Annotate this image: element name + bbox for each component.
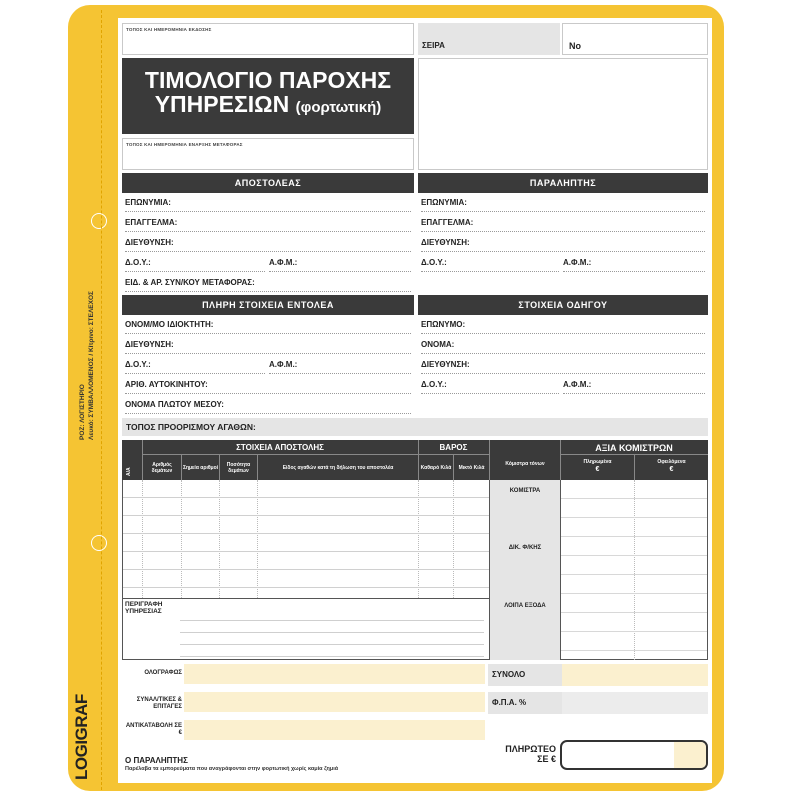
- receiver-header: ΠΑΡΑΛΗΠΤΗΣ: [418, 173, 708, 193]
- col-freight-header: Κόμιστρα τόνων: [505, 461, 545, 467]
- owner-afm-label: Α.Φ.Μ.:: [269, 360, 298, 369]
- series-label: ΣΕΙΡΑ: [422, 41, 445, 50]
- driver-doy-field[interactable]: [421, 380, 559, 394]
- shipment-header: ΣΤΟΙΧΕΙΑ ΑΠΟΣΤΟΛΗΣ: [142, 441, 418, 455]
- title-line-1: ΤΙΜΟΛΟΓΙΟ ΠΑΡΟΧΗΣ: [144, 67, 392, 93]
- sender-address-field[interactable]: [125, 238, 411, 252]
- side-copy-line2: Λευκό: ΣΥΜΒΑΛΛΟΜΕΝΟΣ / Κίτρινο: ΣΤΕΛΕΧΟΣ: [88, 291, 95, 440]
- sender-afm-label: Α.Φ.Μ.:: [269, 258, 298, 267]
- payable-currency: ΣΕ €: [537, 754, 556, 764]
- cod-label: ΑΝΤΙΚΑΤΑΒΟΛΗ ΣΕ €: [125, 723, 182, 736]
- destination-label: ΤΟΠΟΣ ΠΡΟΟΡΙΣΜΟΥ ΑΓΑΘΩΝ:: [126, 422, 256, 432]
- sender-name-field[interactable]: [125, 198, 411, 212]
- order-header: ΠΛΗΡΗ ΣΤΟΙΧΕΙΑ ΕΝΤΟΛΕΑ: [122, 295, 414, 315]
- value-rows-area[interactable]: [561, 480, 707, 660]
- receiver-address-field[interactable]: [421, 238, 705, 252]
- stamp-area: [418, 58, 708, 170]
- receiver-afm-label: Α.Φ.Μ.:: [563, 258, 592, 267]
- sum-value: [562, 664, 708, 686]
- owner-doy-label: Δ.Ο.Υ.:: [125, 360, 151, 369]
- payable-amount-field[interactable]: [560, 740, 708, 770]
- sum-label: ΣΥΝΟΛΟ: [492, 670, 526, 679]
- receiver-name-label: ΕΠΩΝΥΜΙΑ:: [421, 198, 467, 207]
- sender-name-label: ΕΠΩΝΥΜΙΑ:: [125, 198, 171, 207]
- amount-words-field[interactable]: [184, 664, 485, 684]
- vehicle-number-field[interactable]: [125, 380, 411, 394]
- owner-address-field[interactable]: [125, 340, 411, 354]
- destination-field[interactable]: [122, 418, 708, 436]
- owner-doy-field[interactable]: [125, 360, 265, 374]
- driver-header: ΣΤΟΙΧΕΙΑ ΟΔΗΓΟΥ: [418, 295, 708, 315]
- vat-field[interactable]: [488, 692, 708, 714]
- owner-name-field[interactable]: [125, 320, 411, 334]
- receiver-name-field[interactable]: [421, 198, 705, 212]
- publish-date-field[interactable]: [122, 23, 414, 55]
- perforation-line: [101, 10, 102, 790]
- side-copy-line1: ΡΟΖ: ΛΟΓΙΣΤΗΡΙΟ: [79, 384, 86, 440]
- document-title: [122, 68, 414, 120]
- receiver-doy-field[interactable]: [421, 258, 559, 272]
- col-owed-cell: [635, 459, 708, 479]
- amount-words-label: ΟΛΟΓΡΑΦΩΣ: [144, 670, 182, 676]
- col-marks-header: Σημεία αριθμοί: [182, 465, 219, 471]
- checks-field[interactable]: [184, 692, 485, 712]
- description-lines: [180, 609, 484, 657]
- owner-name-label: ΟΝΟΜ/ΜΟ ΙΔΙΟΚΤΗΤΗ:: [125, 320, 214, 329]
- title-suffix: (φορτωτική): [295, 99, 382, 116]
- transport-date-label: ΤΟΠΟΣ ΚΑΙ ΗΜΕΡΟΜΗΝΙΑ ΕΝΑΡΞΗΣ ΜΕΤΑΦΟΡΑΣ: [126, 142, 243, 147]
- sender-doy-field[interactable]: [125, 258, 265, 272]
- number-field[interactable]: [562, 23, 708, 55]
- number-label: Nο: [569, 41, 581, 51]
- receiver-profession-field[interactable]: [421, 218, 705, 232]
- sender-profession-label: ΕΠΑΓΓΕΛΜΑ:: [125, 218, 178, 227]
- header-divider: [257, 455, 258, 480]
- owner-afm-field[interactable]: [269, 360, 411, 374]
- sender-contract-label: ΕΙΔ. & ΑΡ. ΣΥΝ/ΚΟΥ ΜΕΤΑΦΟΡΑΣ:: [125, 278, 255, 287]
- vehicle-number-label: ΑΡΙΘ. ΑΥΤΟΚΙΝΗΤΟΥ:: [125, 380, 208, 389]
- document-title-block: [122, 58, 414, 134]
- receiver-afm-field[interactable]: [563, 258, 705, 272]
- col-packages-header: Αριθμός δεμάτων: [151, 462, 173, 474]
- col-gross-header: Μικτό Κιλά: [458, 465, 485, 471]
- consignment-row-label: ΔΙΚ. Φ/ΚΗΣ: [508, 545, 542, 551]
- goods-rows-area[interactable]: [123, 480, 489, 598]
- payable-label: ΠΛΗΡΩΤΕΟ: [505, 744, 556, 754]
- receiver-section: [421, 196, 705, 276]
- receiver-doy-label: Δ.Ο.Υ.:: [421, 258, 447, 267]
- binding-hole: [91, 535, 107, 551]
- col-qty-header: Ποσότητα δεμάτων: [226, 462, 251, 474]
- payable-label-block: [480, 744, 556, 764]
- other-expenses-row-label: ΛΟΙΠΑ ΕΞΟΔΑ: [504, 603, 546, 609]
- driver-section: [421, 318, 705, 398]
- col-paid-currency: €: [595, 466, 600, 473]
- driver-address-label: ΔΙΕΥΘΥΝΣΗ:: [421, 360, 470, 369]
- order-section: [125, 318, 411, 418]
- owner-address-label: ΔΙΕΥΘΥΝΣΗ:: [125, 340, 174, 349]
- cod-field[interactable]: [184, 720, 485, 740]
- col-aa-header: Α/Α: [126, 467, 132, 476]
- sender-profession-field[interactable]: [125, 218, 411, 232]
- driver-surname-label: ΕΠΩΝΥΜΟ:: [421, 320, 466, 329]
- col-kind-header: Είδος αγαθών κατά τη δήλωση του αποστολέα: [282, 465, 394, 471]
- publish-date-label: ΤΟΠΟΣ ΚΑΙ ΗΜΕΡΟΜΗΝΙΑ ΕΚΔΟΣΗΣ: [126, 27, 212, 32]
- driver-firstname-field[interactable]: [421, 340, 705, 354]
- col-net-header: Καθαρό Κιλά: [420, 465, 452, 471]
- col-owed-header: Οφειλόμενα: [657, 459, 686, 465]
- title-line-2: ΥΠΗΡΕΣΙΩΝ: [154, 91, 290, 117]
- freight-labels-column: [490, 480, 560, 660]
- sender-address-label: ΔΙΕΥΘΥΝΣΗ:: [125, 238, 174, 247]
- weight-header: ΒΑΡΟΣ: [418, 441, 489, 455]
- transport-date-field[interactable]: [122, 138, 414, 170]
- vat-label: Φ.Π.Α. %: [492, 698, 527, 707]
- driver-address-field[interactable]: [421, 360, 705, 374]
- sum-field[interactable]: [488, 664, 708, 686]
- col-aa-cell: [122, 440, 142, 480]
- driver-afm-field[interactable]: [563, 380, 705, 394]
- col-paid-cell: [561, 459, 634, 479]
- sender-header: ΑΠΟΣΤΟΛΕΑΣ: [122, 173, 414, 193]
- service-description-field[interactable]: [122, 598, 489, 660]
- col-paid-header: Πληρωμένα: [583, 459, 612, 465]
- sender-contract-field[interactable]: [125, 278, 411, 292]
- driver-firstname-label: ΟΝΟΜΑ:: [421, 340, 455, 349]
- receiver-address-label: ΔΙΕΥΘΥΝΣΗ:: [421, 238, 470, 247]
- receiver-profession-label: ΕΠΑΓΓΕΛΜΑ:: [421, 218, 474, 227]
- binding-hole: [91, 213, 107, 229]
- service-description-label: ΠΕΡΙΓΡΑΦΗ ΥΠΗΡΕΣΙΑΣ: [125, 601, 163, 615]
- receiver-signature-note: Παρέλαβα τα εμπορεύματα που αναγράφονται στην φορτωτική χωρίς καμία ζημιά: [125, 766, 339, 772]
- brand-logo-text: LOGIGRAF: [72, 694, 91, 780]
- driver-afm-label: Α.Φ.Μ.:: [563, 380, 592, 389]
- sender-afm-field[interactable]: [269, 258, 411, 272]
- freight-row-label: ΚΟΜΙΣΤΡΑ: [509, 488, 541, 494]
- vessel-name-label: ΟΝΟΜΑ ΠΛΩΤΟΥ ΜΕΣΟΥ:: [125, 400, 224, 409]
- receiver-signature-label: Ο ΠΑΡΑΛΗΠΤΗΣ: [125, 756, 188, 765]
- vat-value: [562, 692, 708, 714]
- sender-doy-label: Δ.Ο.Υ.:: [125, 258, 151, 267]
- col-owed-currency: €: [669, 466, 674, 473]
- checks-label: ΣΥΝΑΛ/ΤΙΚΕΣ & ΕΠΙΤΑΓΕΣ: [136, 697, 182, 710]
- vessel-name-field[interactable]: [125, 400, 411, 414]
- driver-doy-label: Δ.Ο.Υ.:: [421, 380, 447, 389]
- driver-surname-field[interactable]: [421, 320, 705, 334]
- series-field[interactable]: [418, 23, 560, 55]
- payable-cents-field: [674, 742, 708, 770]
- sender-section: [125, 196, 411, 296]
- value-header: ΑΞΙΑ ΚΟΜΙΣΤΡΩΝ: [560, 441, 708, 455]
